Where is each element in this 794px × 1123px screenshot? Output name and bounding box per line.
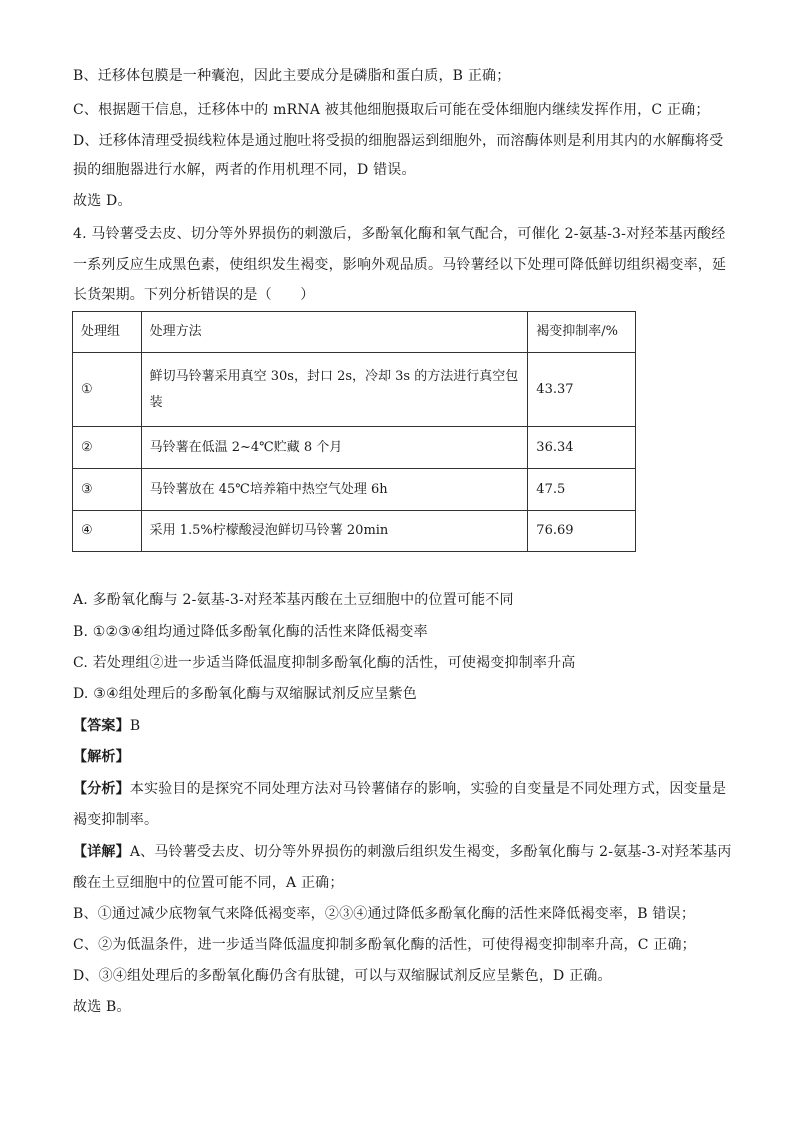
text-line: 褐变抑制率。 — [73, 812, 159, 828]
text-line: 故选 B。 — [73, 999, 131, 1015]
table-cell-group: ③ — [73, 469, 142, 511]
text-line: 损的细胞器进行水解，两者的作用机理不同，D 错误。 — [73, 162, 416, 178]
table-cell-method — [141, 353, 528, 427]
question-stem: 一系列反应生成黑色素，使组织发生褐变，影响外观品质。马铃薯经以下处理可降低鲜切组织褐变率，延 — [73, 257, 727, 273]
table-cell-rate: 36.34 — [528, 427, 636, 469]
text-line: 故选 D。 — [73, 193, 132, 209]
table-cell-rate: 47.5 — [528, 469, 636, 511]
table-header: 褐变抑制率/% — [528, 312, 636, 353]
method-text: 鲜切马铃薯采用真空 30s，封口 2s，冷却 3s 的方法进行真空包 — [149, 368, 519, 384]
table-row — [73, 511, 636, 552]
option-b: B. ①②③④组均通过降低多酚氧化酶的活性来降低褐变率 — [73, 624, 428, 640]
text-line: C、根据题干信息，迁移体中的 mRNA 被其他细胞摄取后可能在受体细胞内继续发挥作用，C 正确； — [73, 102, 710, 118]
table-cell-group: ① — [73, 353, 142, 427]
answer-line — [73, 716, 720, 736]
question-stem: 4. 马铃薯受去皮、切分等外界损伤的刺激后，多酚氧化酶和氧气配合，可催化 2-氨基-3-对羟苯基丙酸经 — [73, 226, 726, 242]
text-line: D、迁移体清理受损线粒体是通过胞吐将受损的细胞器运到细胞外，而溶酶体则是利用其内的水解酶将受 — [73, 133, 724, 149]
table-row — [73, 427, 636, 469]
table-cell-method: 马铃薯放在 45℃培养箱中热空气处理 6h — [141, 469, 528, 511]
fenxi-label: 【分析】 — [73, 781, 130, 797]
table-cell-method: 采用 1.5%柠檬酸浸泡鲜切马铃薯 20min — [141, 511, 528, 552]
treatment-table — [72, 311, 636, 552]
text-line: 酸在土豆细胞中的位置可能不同，A 正确； — [73, 875, 344, 891]
table-row — [73, 469, 636, 511]
answer-label: 【答案】 — [73, 718, 130, 734]
fenxi-line — [73, 779, 727, 799]
question-stem: 长货架期。下列分析错误的是（ ） — [73, 287, 315, 303]
table-header: 处理方法 — [141, 312, 528, 353]
answer-value: B — [129, 718, 141, 734]
text-line: B、①通过减少底物氧气来降低褐变率，②③④通过降低多酚氧化酶的活性来降低褐变率，B 错误； — [73, 906, 696, 922]
option-a: A. 多酚氧化酶与 2-氨基-3-对羟苯基丙酸在土豆细胞中的位置可能不同 — [73, 592, 514, 608]
table-cell-rate: 76.69 — [528, 511, 636, 552]
text-line: B、迁移体包膜是一种囊泡，因此主要成分是磷脂和蛋白质，B 正确； — [73, 68, 511, 84]
table-cell-group: ② — [73, 427, 142, 469]
table-row — [73, 353, 636, 427]
table-cell-group: ④ — [73, 511, 142, 552]
text-line: D、③④组处理后的多酚氧化酶仍含有肽键，可以与双缩脲试剂反应呈紫色，D 正确。 — [73, 968, 612, 984]
table-header: 处理组 — [73, 312, 142, 353]
table-cell-method: 马铃薯在低温 2~4℃贮藏 8 个月 — [141, 427, 528, 469]
xiangjie-line — [73, 842, 732, 862]
xiangjie-text: A、马铃薯受去皮、切分等外界损伤的刺激后组织发生褐变，多酚氧化酶与 2-氨基-3-对羟苯基丙 — [129, 844, 732, 860]
table-header-row — [73, 312, 636, 353]
text-line: C、②为低温条件，进一步适当降低温度抑制多酚氧化酶的活性，可使得褐变抑制率升高，C 正确； — [73, 937, 696, 953]
table-cell-rate: 43.37 — [528, 353, 636, 427]
fenxi-text: 本实验目的是探究不同处理方法对马铃薯储存的影响，实验的自变量是不同处理方式，因变量是 — [129, 781, 727, 797]
xiangjie-label: 【详解】 — [73, 844, 130, 860]
method-text: 装 — [149, 394, 163, 410]
analysis-label: 【解析】 — [73, 749, 130, 765]
option-d: D. ③④组处理后的多酚氧化酶与双缩脲试剂反应呈紫色 — [73, 686, 417, 702]
option-c: C. 若处理组②进一步适当降低温度抑制多酚氧化酶的活性，可使褐变抑制率升高 — [73, 655, 576, 671]
